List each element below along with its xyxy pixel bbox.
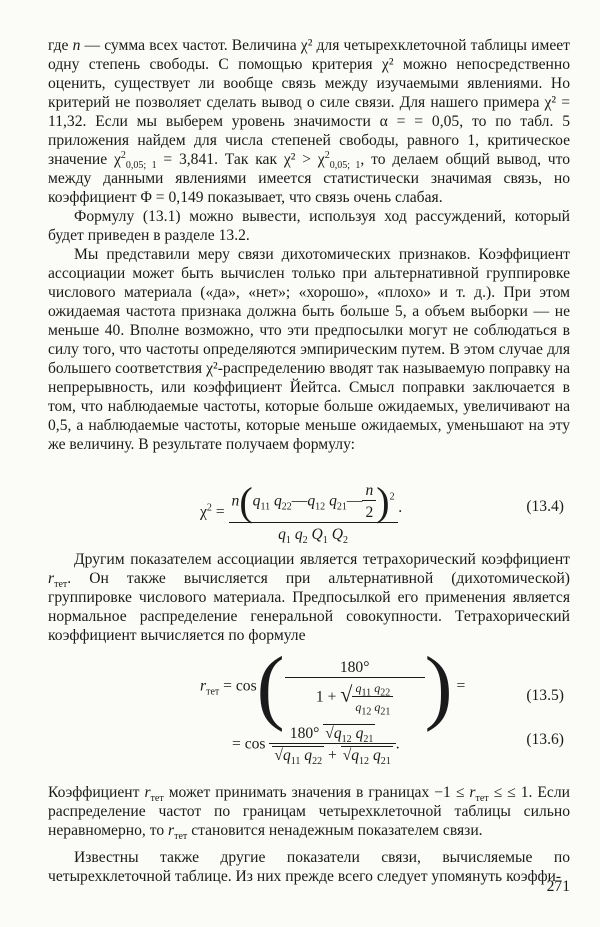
paragraph-6: Известны также другие показатели связи, вычисляемые по четырехклеточной таблице. Из них прежде всего следует упомянуть коэффи- <box>48 849 570 885</box>
equation-label: (13.6) <box>526 731 564 748</box>
equation-label: (13.4) <box>526 498 564 515</box>
page-body <box>48 36 570 886</box>
formula-13-4: $\chi^2$ = $n(q_{11}$ $q_{22}—q_{12}$ $q_{21}—$ $\frac{n}{2}$ )$^2$ $q_1$ $q_2$ $Q_1$ $Q_2$ · (13.4) <box>200 479 564 547</box>
paragraph-3: Мы представили меру связи дихотомических признаков. Коэффициент ассоциации может быть вычислен только при альтернативной группировке числового материала («да», «нет»; «хорошо», «плохо» и т. д.). При этом ожидаемая частота признака должна быть больше 5, а объем выборки — не меньше 40. Вполне возможно, что эти предпосылки могут не соблюдаться в силу того, что частоты определяются эмпирическим путем. В этом случае для большего соответствия χ²-распределению вводят так называемую поправку на непрерывность, или коэффициент Йейтса. Смысл поправки заключается в том, что наблюдаемые частоты, которые больше ожидаемых, увеличивают на 0,5, а наблюдаемые частоты, которые меньше ожидаемых, уменьшают на эту же величину. В результате получаем формулу: <box>48 246 570 453</box>
paragraph-4: Другим показателем ассоциации является тетрахорический коэффициент $r_{тет}$. Он также вычисляется при альтернативной (дихотомической) группировке числового материала. Предпосылкой его применения является нормальное распределение генеральной совокупности. Тетрахорический коэффициент вычисляется по формуле <box>48 551 570 644</box>
paragraph-2: Формулу (13.1) можно вывести, используя ход рассуждений, который будет приведен в разделе 13.2. <box>48 208 570 244</box>
paragraph-5: Коэффициент $r_{тет}$ может принимать значения в границах $-1 \le r_{тет}$ ≤ ≤ 1. Если распределение частот по границам четырехклеточной таблицы сильно неравномерно, то $r_{тет}$ становится ненадежным показателем связи. <box>48 784 570 843</box>
page-number: 271 <box>546 878 570 895</box>
source-text <box>0 0 1 1</box>
formula-13-6: = cos $\frac{180^\circ √q_{12} q_{21}}{√q_{11} q_{22} + √q_{12} q_{21}}$ . (13.6) <box>232 725 564 768</box>
paragraph-1: где n — сумма всех частот. Величина χ² для четырехклеточной таблицы имеет одну степень свободы. С помощью критерия χ² можно непосредственно оценить, существует ли вообще связь между изучаемыми явлениями. Но критерий не позволяет сделать вывод о силе связи. Для нашего примера χ² = 11,32. Если мы выберем уровень значимости α = = 0,05, то по табл. 5 приложения найдем для числа степеней свободы, равного 1, критическое значение $\chi^2_{0,05; 1} = 3,841$. Так как $\chi^2 > \chi^2_{0,05; 1}$, то делаем общий вывод, что между данными явлениями имеется статистически значимая связь, но коэффициент Φ = 0,149 показывает, что связь очень слабая. <box>48 37 571 206</box>
equation-label: (13.5) <box>526 687 564 704</box>
formula-13-5: $r_{тет} = \cos$( 180° 1 + √ $\frac{q_{11} q_{22}}{q_{12} q_{21}}$ ) = (13.5) <box>200 640 564 733</box>
